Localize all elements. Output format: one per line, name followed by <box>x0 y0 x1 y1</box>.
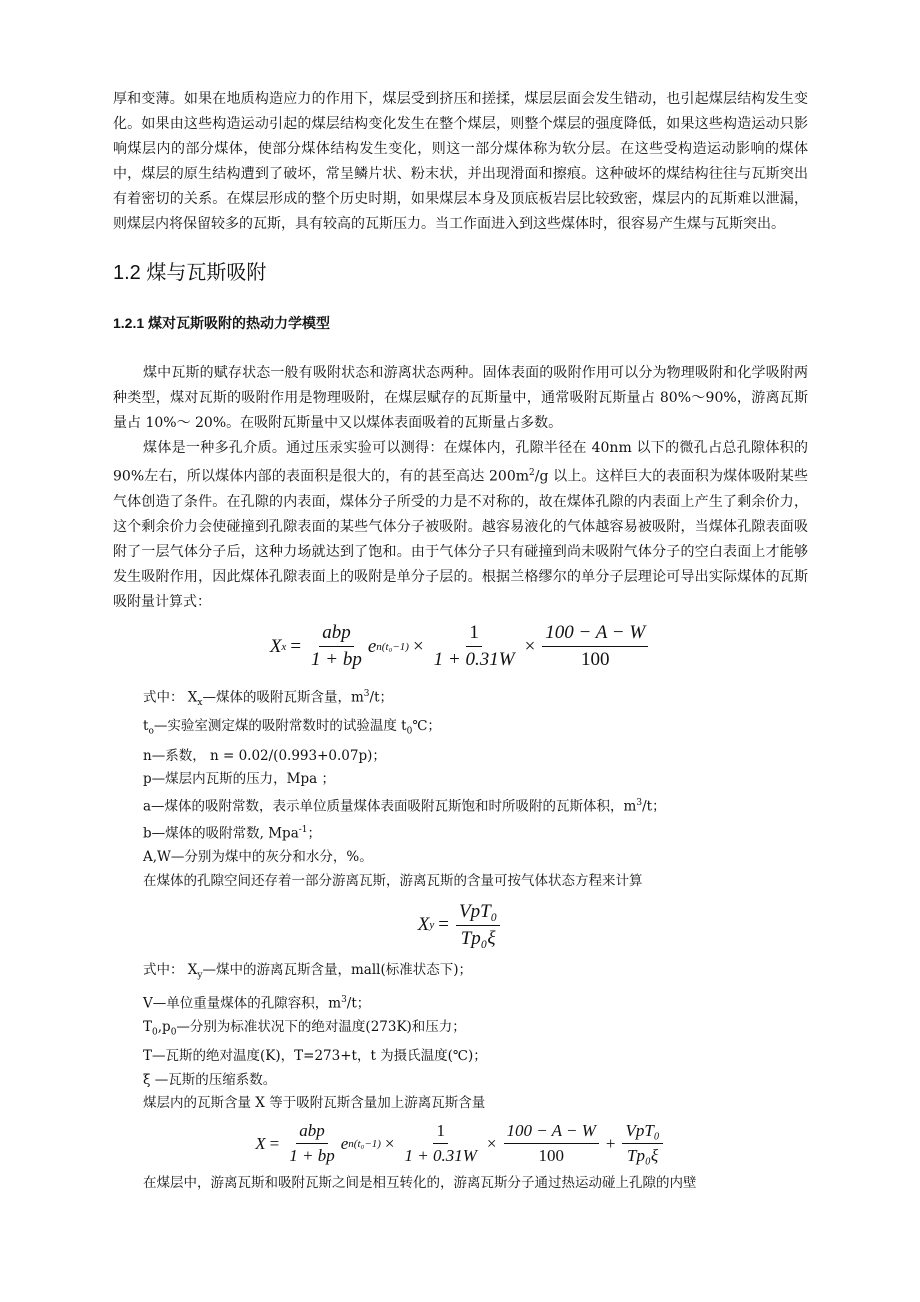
formula-adsorption: X x = $\frac{\text{abp}}{1 + bp}$ e n(t₀−1) × $\frac{1}{1 + 0.31W}$ × $\frac{100 - A - W}{100}$ <box>113 619 808 675</box>
var-line: 式中： $X_y—$煤中的游离瓦斯含量，mall(标准状态下)； <box>143 962 473 981</box>
document-page <box>113 87 808 1195</box>
formula-free-gas: X y = $\frac{\text{VpT₀}}{\text{Tp₀ξ}}$ <box>113 899 808 951</box>
fraction-ash: $\frac{100 - A - W}{100}$ <box>542 622 648 671</box>
paragraph-gas-state: 煤中瓦斯的赋存状态一般有吸附状态和游离状态两种。固体表面的吸附作用可以分为物理吸附和化学吸附两种类型，煤对瓦斯的吸附作用是物理吸附，在煤层赋存的瓦斯量中，通常吸附瓦斯量占 80%～90%，游离瓦斯量占 10%～ 20%。在吸附瓦斯量中又以煤体表面吸着的瓦斯量占多数。 <box>113 365 808 431</box>
var-line: p—煤层内瓦斯的压力，Mpa ； <box>143 771 335 788</box>
fraction-gas-law: $\frac{\text{VpT₀}}{\text{Tp₀ξ}}$ <box>622 1121 662 1166</box>
var-line: ξ —瓦斯的压缩系数。 <box>143 1071 277 1088</box>
fraction-moisture: $\frac{1}{1 + 0.31W}$ <box>404 1121 477 1166</box>
variable-list-2 <box>113 959 808 1115</box>
var-line: T—瓦斯的绝对温度(K)，T=273+t，t 为摄氏温度(℃)； <box>143 1047 487 1064</box>
subsection-heading: 1.2.1 煤对瓦斯吸附的热动力学模型 <box>113 315 331 331</box>
var-line: 煤层内的瓦斯含量 X 等于吸附瓦斯含量加上游离瓦斯含量 <box>143 1095 486 1112</box>
fraction-moisture: $\frac{1}{1 + 0.31W}$ <box>433 622 515 671</box>
var-line: V—单位重量煤体的孔隙容积，$m^3/t$； <box>143 994 371 1012</box>
fraction-abp: $\frac{\text{abp}}{1 + bp}$ <box>311 622 362 671</box>
formula-total-gas: X = $\frac{\text{abp}}{1 + bp}$ e n(t₀−1) × $\frac{1}{1 + 0.31W}$ × $\frac{100 - A - W}{100}$ + $\frac{\text{VpT₀}}{\text{Tp₀ξ}}$ <box>113 1118 808 1170</box>
fraction-gas-law: $\frac{\text{VpT₀}}{\text{Tp₀ξ}}$ <box>456 901 500 950</box>
var-line: a—煤体的吸附常数，表示单位质量煤体表面吸附瓦斯饱和时所吸附的瓦斯体积，$m^3/t$； <box>143 797 666 815</box>
var-line: A,W—分别为煤中的灰分和水分，%。 <box>143 849 373 866</box>
var-line: b—煤体的吸附常数, Mpa$^{-1}$； <box>143 825 322 842</box>
paragraph-intro: 厚和变薄。如果在地质构造应力的作用下，煤层受到挤压和搓揉，煤层层面会发生错动，也引起煤层结构发生变化。如果由这些构造运动引起的煤层结构变化发生在整个煤层，则整个煤层的强度降低，如果这些构造运动只影响煤层内的部分煤体，使部分煤体结构发生变化，则这一部分煤体称为软分层。在这些受构造运动影响的煤体中，煤层的原生结构遭到了破坏，常呈鳞片状、粉末状，并出现滑面和擦痕。这种破坏的煤结构往往与瓦斯突出有着密切的关系。在煤层形成的整个历史时期，如果煤层本身及顶底板岩层比较致密，煤层内的瓦斯难以泄漏，则煤层内将保留较多的瓦斯，具有较高的瓦斯压力。当工作面进入到这些煤体时，很容易产生煤与瓦斯突出。 <box>113 91 808 232</box>
paragraph-porous-medium: 煤体是一种多孔介质。通过压汞实验可以测得：在煤体内，孔隙半径在 40nm 以下的微孔占总孔隙体积的 90%左右，所以煤体内部的表面积是很大的，有的甚至高达 $200m^2/g$ 以上。这样巨大的表面积为煤体吸附某些气体创造了条件。在孔隙的内表面，煤体分子所受的力是不对称的，故在煤体孔隙的内表面上产生了剩余价力，这个剩余价力会使碰撞到孔隙表面的某些气体分子被吸附。越容易液化的气体越容易被吸附，当煤体孔隙表面吸附了一层气体分子后，这种力场就达到了饱和。由于气体分子只有碰撞到尚未吸附气体分子的空白表面上才能够发生吸附作用，因此煤体孔隙表面上的吸附是单分子层的。根据兰格缪尔的单分子层理论可导出实际煤体的瓦斯吸附量计算式： <box>113 440 808 610</box>
var-line: n—系数， n = 0.02/(0.993+0.07p)； <box>143 747 386 764</box>
fraction-ash: $\frac{100 - A - W}{100}$ <box>504 1121 599 1166</box>
var-line: $t_o—$实验室测定煤的吸附常数时的试验温度 $t_0℃$； <box>143 718 441 738</box>
paragraph-end: 在煤层中，游离瓦斯和吸附瓦斯之间是相互转化的，游离瓦斯分子通过热运动碰上孔隙的内壁 <box>143 1174 697 1191</box>
section-heading: 1.2 煤与瓦斯吸附 <box>113 262 267 284</box>
variable-list-1 <box>113 683 808 894</box>
var-line: $T_0,p_0—$分别为标准状况下的绝对温度(273K)和压力； <box>143 1018 466 1038</box>
var-line: 式中： $X_x—$煤体的吸附瓦斯含量，$m^3/t$； <box>143 688 394 708</box>
var-line: 在煤体的孔隙空间还存着一部分游离瓦斯，游离瓦斯的含量可按气体状态方程来计算 <box>143 872 643 889</box>
fraction-abp: $\frac{\text{abp}}{1 + bp}$ <box>289 1121 335 1166</box>
